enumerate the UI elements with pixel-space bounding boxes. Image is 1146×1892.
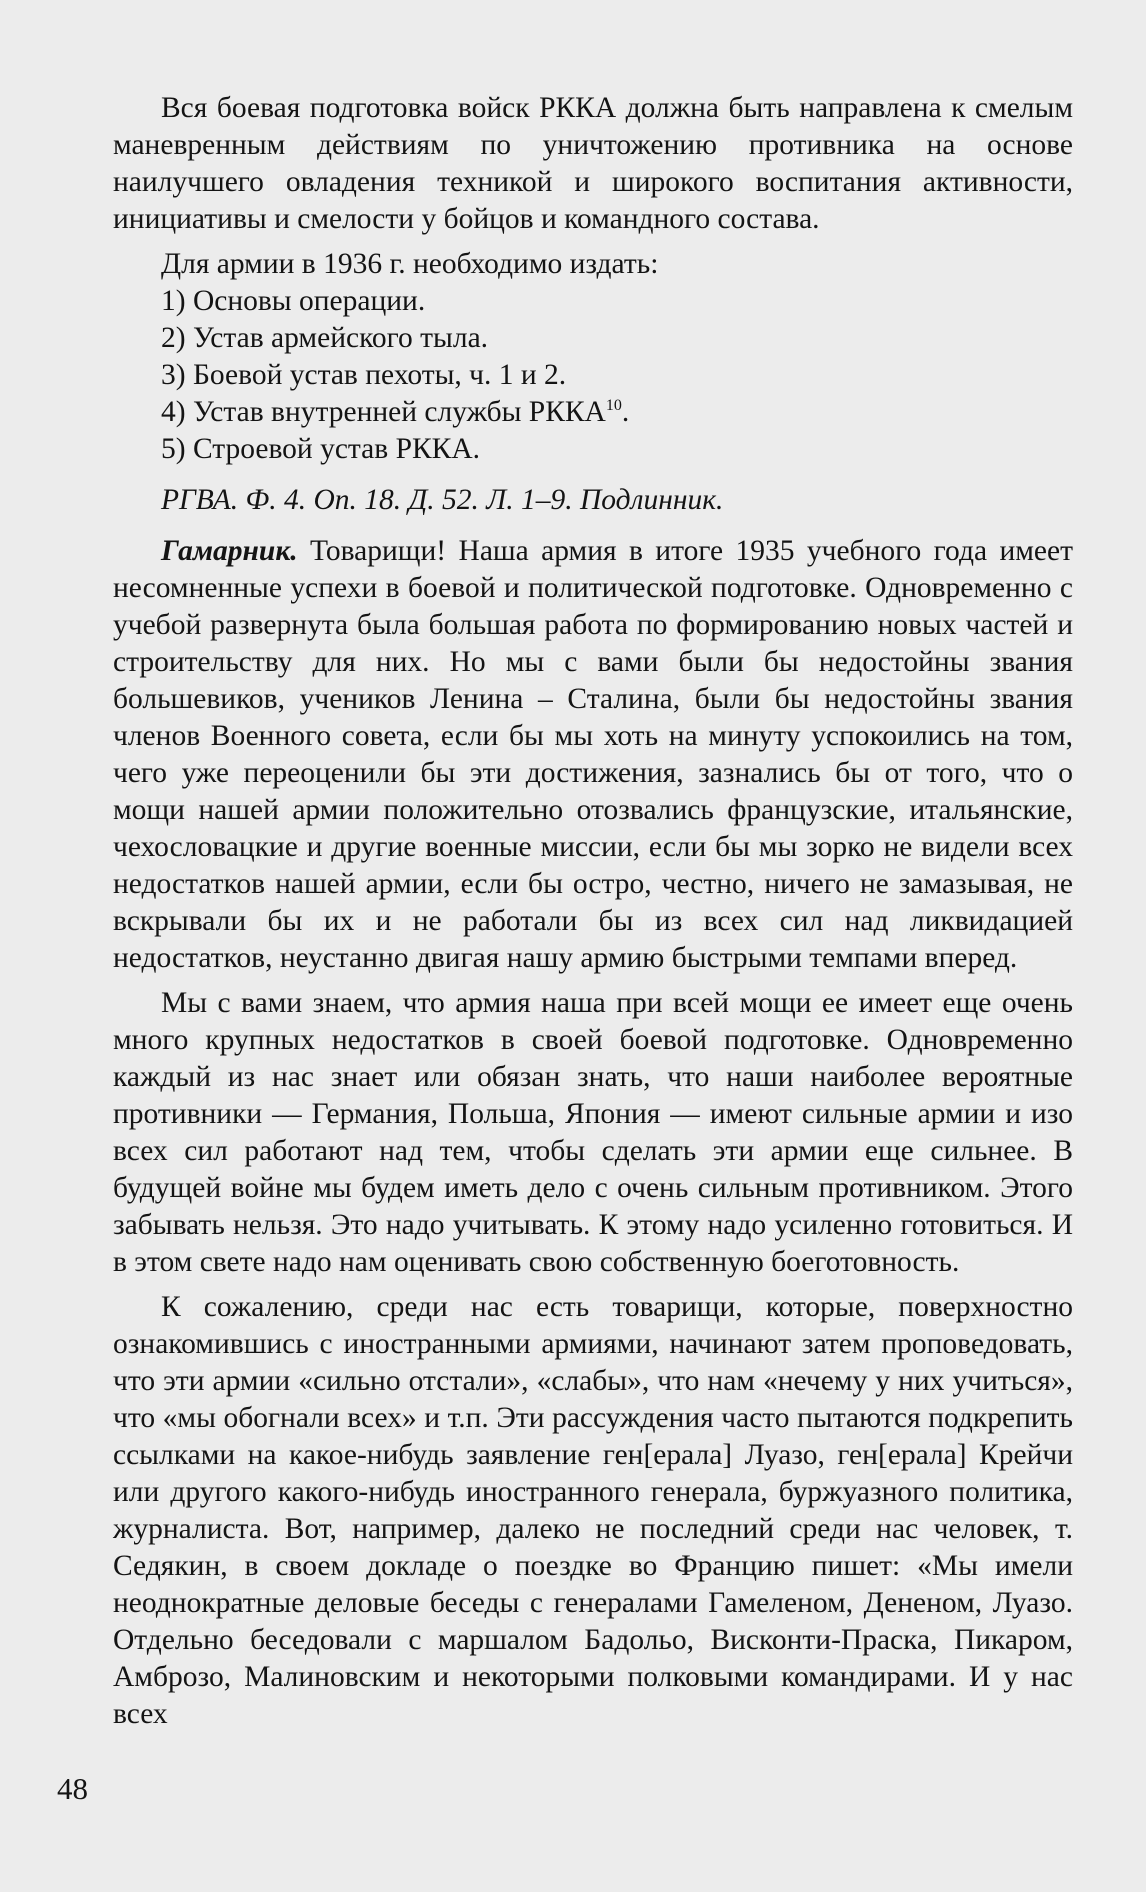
list-item-4-end: .: [621, 396, 630, 428]
list-item-1: 1) Основы операции.: [161, 285, 426, 317]
footnote-marker: 10: [605, 397, 622, 415]
page-text: [113, 90, 1073, 1733]
paragraph-weaknesses: Мы с вами знаем, что армия наша при всей мощи ее имеет еще очень много крупных недостатков в своей боевой подготовке. Одновременно каждый из нас знает или обязан знать, что наши наиболее вероятные противники — Германия, Польша, Япония — имеют сильные армии и изо всех сил работают над тем, чтобы сделать эти армии еще сильнее. В будущей войне мы будем иметь дело с очень сильным противником. Этого забывать нельзя. Это надо учитывать. К этому надо усиленно готовиться. И в этом свете надо нам оценивать свою собственную боеготовность.: [113, 987, 1073, 1278]
paragraph-directive: Вся боевая подготовка войск РККА должна быть направлена к смелым маневренным действиям по уничтожению противника на основе наилучшего овладения техникой и широкого воспитания активности, инициативы и смелости у бойцов и командного состава.: [113, 92, 1073, 235]
speaker-name: Гамарник.: [161, 535, 298, 567]
page-number: 48: [57, 1771, 88, 1806]
archive-source: РГВА. Ф. 4. Оп. 18. Д. 52. Л. 1–9. Подлинник.: [161, 484, 724, 516]
paragraph-publish-list-intro: Для армии в 1936 г. необходимо издать:: [161, 248, 659, 280]
list-item-3: 3) Боевой устав пехоты, ч. 1 и 2.: [161, 359, 567, 391]
list-item-4: [113, 394, 1073, 431]
paragraph-speech-start: [113, 533, 1073, 977]
speech-text: Товарищи! Наша армия в итоге 1935 учебного года имеет несомненные успехи в боевой и политической подготовке. Одновременно с учебой развернута была большая работа по формированию новых частей и строительству для них. Но мы с вами были бы недостойны звания большевиков, учеников Ленина – Сталина, были бы недостойны звания членов Военного совета, если бы мы хоть на минуту успокоились на том, чего уже переоценили бы эти достижения, зазнались бы от того, что о мощи нашей армии положительно отозвались французские, итальянские, чехословацкие и другие военные миссии, если бы мы зорко не видели всех недостатков нашей армии, если бы остро, честно, ничего не замазывая, не вскрывали бы их и не работали бы из всех сил над ликвидацией недостатков, неустанно двигая нашу армию быстрыми темпами вперед.: [113, 535, 1073, 974]
paragraph-foreign-armies: К сожалению, среди нас есть товарищи, которые, поверхностно ознакомившись с иностранными армиями, начинают затем проповедовать, что эти армии «сильно отстали», «слабы», что нам «нечему у них учиться», что «мы обогнали всех» и т.п. Эти рассуждения часто пытаются подкрепить ссылками на какое-нибудь заявление ген[ерала] Луазо, ген[ерала] Крейчи или другого какого-нибудь иностранного генерала, буржуазного политика, журналиста. Вот, например, далеко не последний среди нас человек, т. Седякин, в своем докладе о поездке во Францию пишет: «Мы имели неоднократные деловые беседы с генералами Гамеленом, Дененом, Луазо. Отдельно беседовали с маршалом Бадольо, Висконти-Праска, Пикаром, Амброзо, Малиновским и некоторыми полковыми командирами. И у нас всех: [113, 1291, 1073, 1730]
list-item-5: 5) Строевой устав РККА.: [161, 433, 481, 465]
list-item-4-text: 4) Устав внутренней службы РККА: [161, 396, 606, 428]
list-item-2: 2) Устав армейского тыла.: [161, 322, 489, 354]
